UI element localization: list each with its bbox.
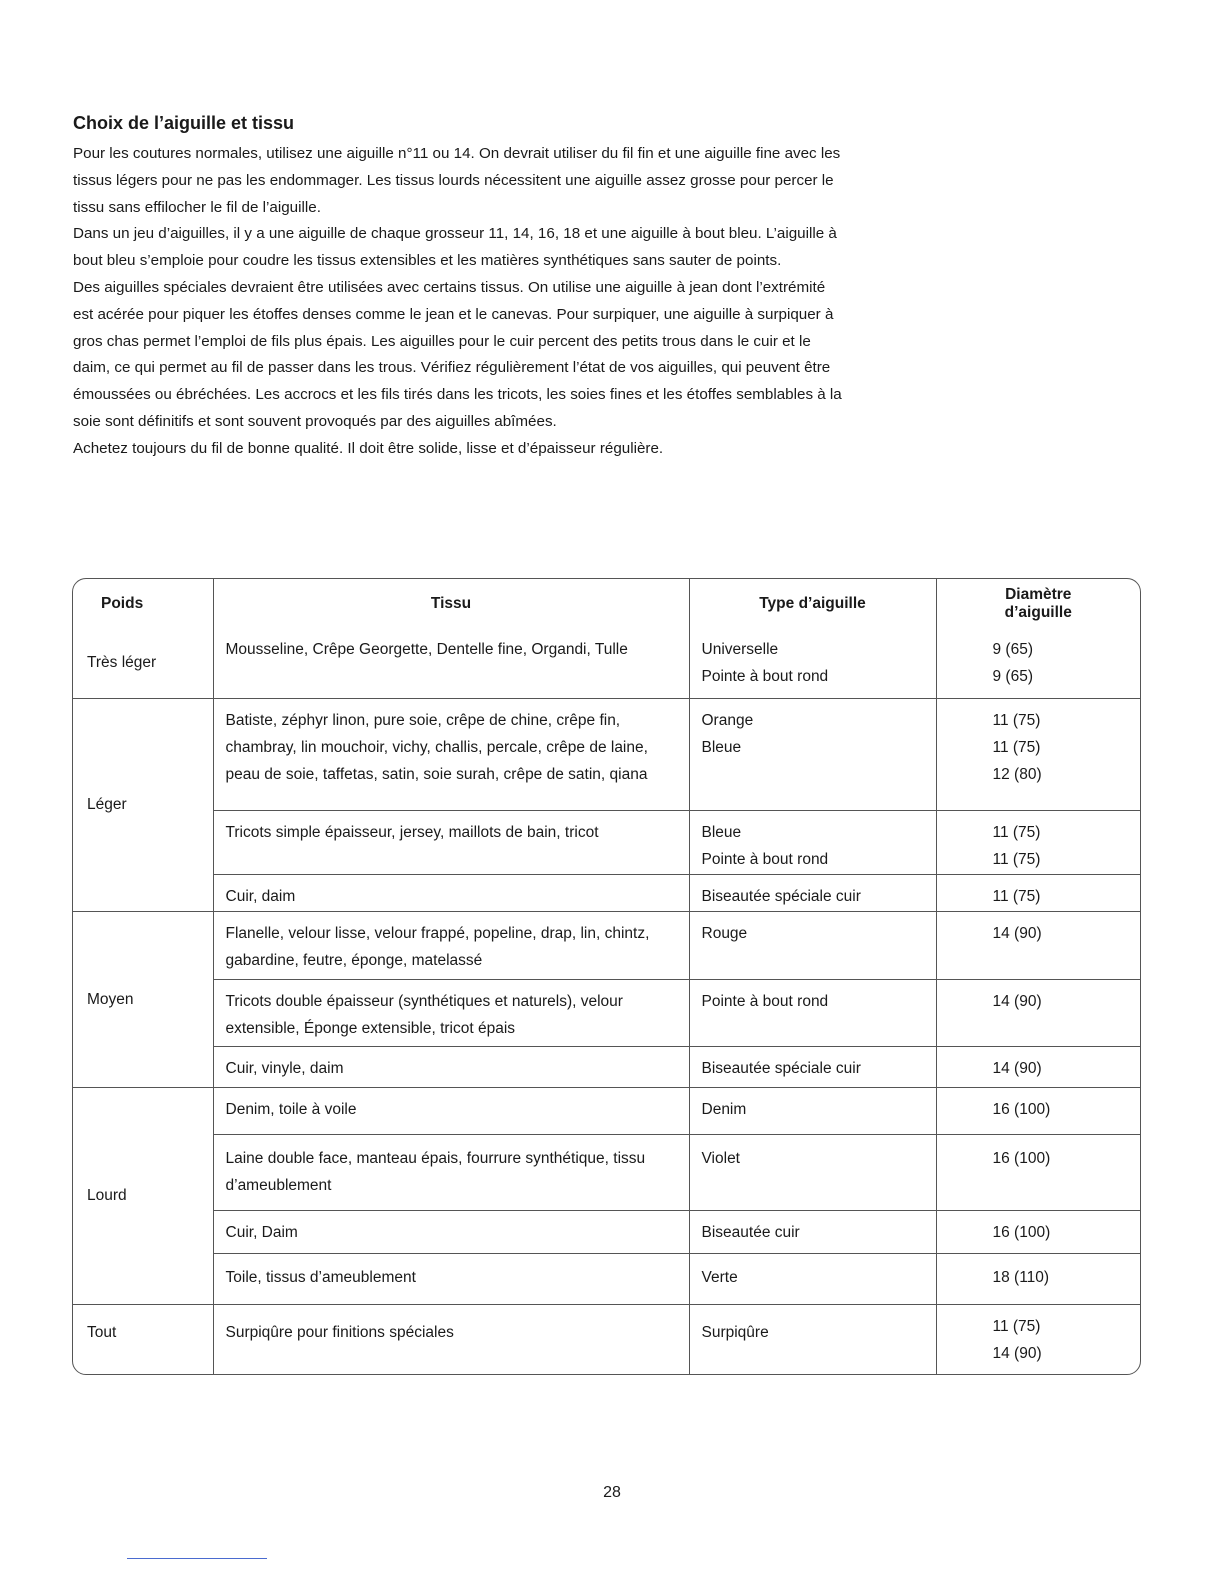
table-row — [73, 911, 1140, 979]
tissu-cell: Surpiqûre pour finitions spéciales — [213, 1304, 689, 1374]
tissu-cell: Laine double face, manteau épais, fourrure synthétique, tissu d’ameublement — [213, 1134, 689, 1210]
diam-value: 16 (100) — [992, 1223, 1051, 1241]
diam-cell — [936, 1304, 1140, 1374]
table-row — [73, 1304, 1140, 1374]
tissu-cell: Cuir, vinyle, daim — [213, 1046, 689, 1087]
diam-cell — [936, 1046, 1140, 1087]
diam-cell — [936, 810, 1140, 874]
section-heading: Choix de l’aiguille et tissu — [73, 113, 295, 133]
diam-value: 11 (75) — [992, 738, 1041, 756]
page-number: 28 — [603, 1484, 621, 1501]
header-type: Type d’aiguille — [689, 579, 936, 628]
diam-value: 9 (65) — [992, 668, 1033, 685]
diam-cell — [936, 979, 1140, 1046]
table-row — [73, 628, 1140, 698]
header-poids: Poids — [73, 579, 213, 628]
header-diametre — [936, 579, 1140, 628]
tissu-cell: Cuir, daim — [213, 874, 689, 911]
diam-value: 11 (75) — [992, 711, 1041, 729]
type-cell — [689, 698, 936, 810]
intro-text — [73, 141, 843, 463]
type-value: Universelle — [701, 641, 779, 658]
type-value: Denim — [701, 1100, 747, 1118]
diam-value: 16 (100) — [992, 1100, 1051, 1118]
table-row — [73, 874, 1140, 911]
poids-cell: Tout — [73, 1304, 213, 1374]
diam-cell — [936, 874, 1140, 911]
type-cell — [689, 810, 936, 874]
paragraph: Dans un jeu d’aiguilles, il y a une aiguille de chaque grosseur 11, 14, 16, 18 et une aiguille à bout bleu. L’aiguille à bout bleu s’emploie pour coudre les tissus extensibles et les matières synthétiques sans sauter de points. — [73, 225, 837, 270]
tissu-cell: Tricots double épaisseur (synthétiques et naturels), velour extensible, Éponge extensible, tricot épais — [213, 979, 689, 1046]
header-tissu: Tissu — [213, 579, 689, 628]
type-value: Orange — [701, 711, 754, 729]
type-value: Bleue — [701, 738, 742, 756]
diam-value: 16 (100) — [992, 1149, 1051, 1167]
footer-rule — [127, 1558, 267, 1559]
type-cell — [689, 1134, 936, 1210]
diam-value: 9 (65) — [992, 641, 1033, 658]
type-value: Pointe à bout rond — [701, 850, 829, 868]
paragraph: Pour les coutures normales, utilisez une aiguille n°11 ou 14. On devrait utiliser du fil fin et une aiguille fine avec les tissus légers pour ne pas les endommager. Les tissus lourds nécessitent une aiguille assez grosse pour percer le tissu sans effilocher le fil de l’aiguille. — [73, 145, 841, 216]
diam-cell — [936, 1134, 1140, 1210]
diam-cell — [936, 698, 1140, 810]
diam-value: 14 (90) — [992, 992, 1042, 1010]
table-row — [73, 979, 1140, 1046]
diam-cell — [936, 1087, 1140, 1134]
table-row — [73, 1253, 1140, 1304]
type-cell — [689, 1087, 936, 1134]
table-row — [73, 1046, 1140, 1087]
header-diametre-line2: d’aiguille — [1004, 603, 1072, 621]
type-value: Surpiqûre — [701, 1323, 769, 1341]
poids-cell: Très léger — [73, 628, 213, 698]
tissu-cell: Batiste, zéphyr linon, pure soie, crêpe de chine, crêpe fin, chambray, lin mouchoir, vichy, challis, percale, crêpe de laine, peau de soie, taffetas, satin, soie surah, crêpe de satin, qiana — [213, 698, 689, 810]
table-row — [73, 1210, 1140, 1253]
tissu-cell: Mousseline, Crêpe Georgette, Dentelle fine, Organdi, Tulle — [213, 628, 689, 698]
type-value: Pointe à bout rond — [701, 992, 829, 1010]
poids-cell: Lourd — [73, 1087, 213, 1304]
diam-value: 14 (90) — [992, 924, 1042, 942]
type-value: Rouge — [701, 924, 748, 942]
paragraph: Achetez toujours du fil de bonne qualité. Il doit être solide, lisse et d’épaisseur régulière. — [73, 439, 664, 457]
type-cell — [689, 1210, 936, 1253]
tissu-cell: Denim, toile à voile — [213, 1087, 689, 1134]
diam-value: 14 (90) — [992, 1344, 1042, 1362]
table-row — [73, 1087, 1140, 1134]
poids-cell: Léger — [73, 698, 213, 911]
poids-cell: Moyen — [73, 911, 213, 1087]
type-cell — [689, 911, 936, 979]
diam-value: 11 (75) — [992, 823, 1041, 841]
needle-fabric-table — [72, 578, 1141, 1375]
tissu-cell: Cuir, Daim — [213, 1210, 689, 1253]
tissu-cell: Toile, tissus d’ameublement — [213, 1253, 689, 1304]
type-cell — [689, 628, 936, 698]
tissu-cell: Tricots simple épaisseur, jersey, maillots de bain, tricot — [213, 810, 689, 874]
table-row — [73, 1134, 1140, 1210]
type-cell — [689, 979, 936, 1046]
type-value: Biseautée cuir — [701, 1223, 800, 1241]
type-value: Pointe à bout rond — [701, 668, 829, 685]
diam-cell — [936, 628, 1140, 698]
tissu-cell: Flanelle, velour lisse, velour frappé, popeline, drap, lin, chintz, gabardine, feutre, éponge, matelassé — [213, 911, 689, 979]
type-value: Violet — [701, 1149, 740, 1167]
type-cell — [689, 1046, 936, 1087]
type-value: Biseautée spéciale cuir — [701, 1059, 861, 1077]
type-value: Biseautée spéciale cuir — [701, 887, 861, 905]
header-diametre-line1: Diamètre — [1005, 585, 1072, 603]
diam-value: 14 (90) — [992, 1059, 1042, 1077]
type-value: Verte — [701, 1268, 738, 1286]
type-value: Bleue — [701, 823, 742, 841]
table-row — [73, 810, 1140, 874]
diam-value: 11 (75) — [992, 887, 1041, 905]
diam-value: 11 (75) — [992, 1317, 1041, 1335]
diam-value: 18 (110) — [992, 1268, 1050, 1286]
diam-cell — [936, 1210, 1140, 1253]
diam-value: 11 (75) — [992, 850, 1041, 868]
type-cell — [689, 1253, 936, 1304]
type-cell — [689, 1304, 936, 1374]
diam-cell — [936, 911, 1140, 979]
type-cell — [689, 874, 936, 911]
diam-cell — [936, 1253, 1140, 1304]
paragraph: Des aiguilles spéciales devraient être utilisées avec certains tissus. On utilise une aiguille à jean dont l’extrémité est acérée pour piquer les étoffes denses comme le jean et le canevas. Pour surpiquer, une aiguille à surpiquer à gros chas permet l’emploi de fils plus épais. Les aiguilles pour le cuir percent des petits trous dans le cuir et le daim, ce qui permet au fil de passer dans les trous. Vérifiez régulièrement l’état de vos aiguilles, qui peuvent être émoussées ou ébréchées. Les accrocs et les fils tirés dans les tricots, les soies fines et les étoffes semblables à la soie sont définitifs et sont souvent provoqués par des aiguilles abîmées. — [73, 278, 842, 430]
table-row — [73, 698, 1140, 810]
table-header-row — [73, 579, 1140, 628]
diam-value: 12 (80) — [992, 765, 1042, 783]
